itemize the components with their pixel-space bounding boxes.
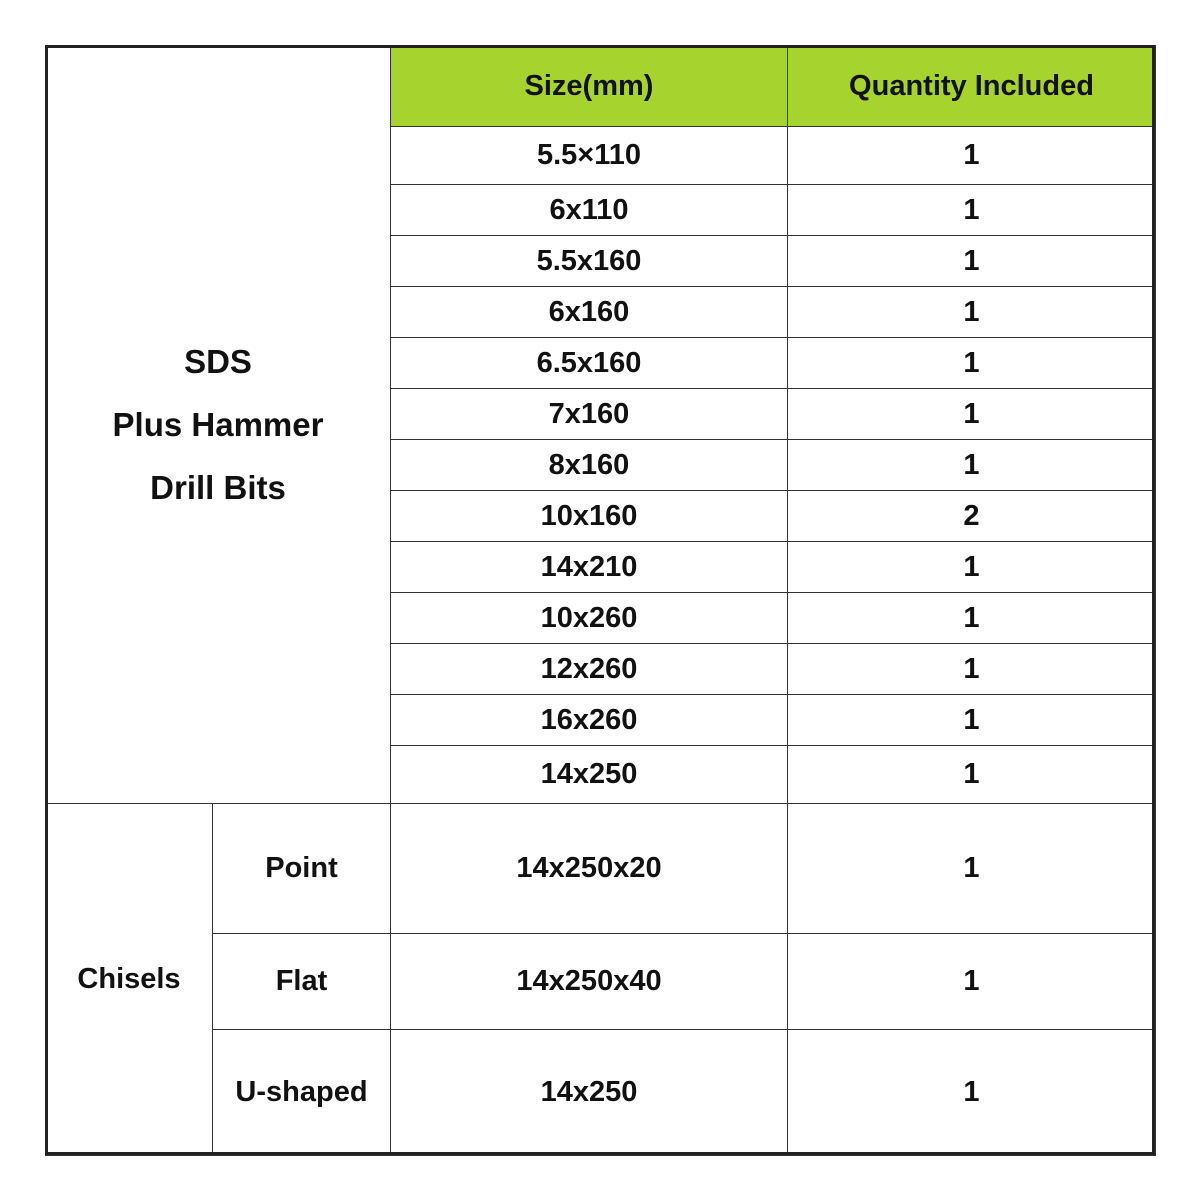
quantity-cell: 1 [788,542,1156,593]
chisel-type-cell: Flat [213,934,391,1030]
quantity-cell: 1 [788,185,1156,236]
quantity-cell: 1 [788,287,1156,338]
table-row [46,804,1156,934]
size-cell: 16x260 [391,695,788,746]
size-cell: 14x250x20 [391,804,788,934]
size-cell: 10x160 [391,491,788,542]
spec-table [45,45,1156,1156]
quantity-cell: 2 [788,491,1156,542]
drill-bits-label-cell [46,46,391,804]
quantity-cell: 1 [788,440,1156,491]
drill-bits-label-line-2: Plus Hammer [112,406,324,443]
drill-bits-label-line-1: SDS [184,343,252,380]
size-cell: 6.5x160 [391,338,788,389]
table-row [46,1030,1156,1156]
size-column-header: Size(mm) [391,46,788,127]
chisel-type-cell: Point [213,804,391,934]
size-cell: 5.5×110 [391,127,788,185]
spec-table-frame [45,45,1155,1155]
quantity-cell: 1 [788,934,1156,1030]
size-cell: 14x250 [391,1030,788,1156]
size-cell: 12x260 [391,644,788,695]
size-cell: 14x250 [391,746,788,804]
size-cell: 8x160 [391,440,788,491]
quantity-column-header: Quantity Included [788,46,1156,127]
size-cell: 14x250x40 [391,934,788,1030]
quantity-cell: 1 [788,593,1156,644]
quantity-cell: 1 [788,1030,1156,1156]
quantity-cell: 1 [788,695,1156,746]
table-row [46,934,1156,1030]
quantity-cell: 1 [788,338,1156,389]
chisel-type-cell: U-shaped [213,1030,391,1156]
quantity-cell: 1 [788,804,1156,934]
size-cell: 7x160 [391,389,788,440]
quantity-cell: 1 [788,127,1156,185]
quantity-cell: 1 [788,644,1156,695]
chisels-label: Chisels [46,804,213,1156]
drill-bits-label [46,330,390,519]
quantity-cell: 1 [788,236,1156,287]
size-cell: 10x260 [391,593,788,644]
size-cell: 6x110 [391,185,788,236]
quantity-cell: 1 [788,746,1156,804]
size-cell: 6x160 [391,287,788,338]
drill-bits-label-line-3: Drill Bits [150,469,286,506]
header-row [46,46,1156,127]
size-cell: 14x210 [391,542,788,593]
size-cell: 5.5x160 [391,236,788,287]
quantity-cell: 1 [788,389,1156,440]
